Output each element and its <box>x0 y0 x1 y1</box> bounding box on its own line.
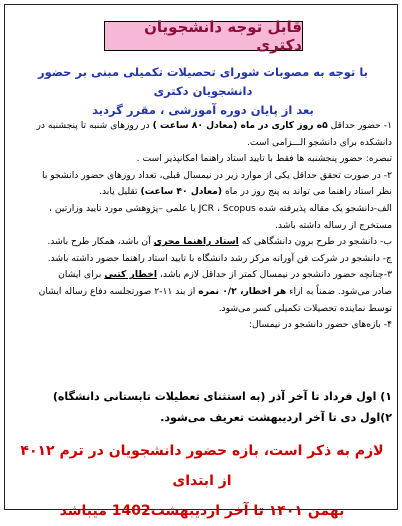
item-2-line-2 <box>12 184 392 201</box>
item-3b-text-post: از بند ۱۱-۲ صورتجلسه دفاع رساله ایشان <box>38 285 196 297</box>
item-jim-line: ج- دانشجو در شرکت فن آورانه مرکز رشد دانشگاه با تایید استاد راهنما حضور داشته باشد. <box>47 252 392 264</box>
item-3-bold: اخطار کتبی <box>104 269 157 281</box>
item-1-line-1 <box>12 118 392 135</box>
item-alef-line-1: الف-دانشجو یک مقاله پذیرفته شده JCR ، Scopus یا علمی –پژوهشی مورد تایید وزارتین ، <box>49 202 392 214</box>
page-title <box>104 18 303 54</box>
item-2-line-1: ۲- در صورت تحقق حداقل یکی از موارد زیر در نیمسال قبلی، تعداد روزهای حضور دانشجو با <box>42 169 392 181</box>
notice-line-1: لازم به ذکر است، بازه حضور دانشجویان در ترم ۴۰۱۲ از ابتدای <box>20 443 384 489</box>
notice-line-2: بهمن ۱۴۰۱ تا آخر اردیبهشت1402 میباشد <box>59 503 345 519</box>
item-1-bold: ۵ه روز کاری در ماه (معادل ۸۰ ساعت ) <box>152 120 328 131</box>
item-2-text: نظر استاد راهنما می تواند به پنج روز در ماه <box>224 186 392 198</box>
item-2-text-post: تقلیل یابد. <box>99 186 138 198</box>
item-3-text: ۳-چنانچه حضور دانشجو در نیمسال کمتر از حداقل لازم باشد، <box>159 269 392 281</box>
item-alef-line-2: مستخرج از رساله داشته باشد. <box>275 219 392 231</box>
periods-list <box>12 386 392 428</box>
period-1: ۱) اول فرداد تا آخر آذر (به استثنای تعطیلات تابستانی دانشگاه) <box>52 390 392 403</box>
subtitle-line-1: با توجه به مصوبات شورای تحصیلات تکمیلی مبنی بر حضور دانشجویان دکتری <box>38 65 368 98</box>
item-3b-text: صادر می‌شود. ضمناً به ازاء <box>289 285 392 297</box>
item-1-text: ۱- حضور حداقل <box>330 120 392 131</box>
item-be-line <box>12 234 392 251</box>
item-3-text-post: برای ایشان <box>58 269 102 281</box>
note-line: تبصره: حضور پنجشنبه ها فقط با تایید استاد راهنما امکانپذیر است . <box>136 153 392 165</box>
item-be-bold: استاد راهنما مجری <box>153 236 239 248</box>
item-2-bold: (معادل ۴۰ ساعت) <box>140 186 223 198</box>
item-be-text: ب- دانشجو در طرح برون دانشگاهی که <box>241 236 392 248</box>
item-be-text-post: آن باشد، همکار طرح باشد. <box>47 236 151 248</box>
rules-body <box>12 118 392 334</box>
item-4-line: ۴- بازه‌های حضور دانشجو در نیمسال: <box>248 319 392 331</box>
item-1-line-2: دانشکده برای دانشجو الـــزامی است. <box>246 136 392 148</box>
subtitle <box>14 63 392 120</box>
notice <box>12 436 392 526</box>
item-3-line-2 <box>12 284 392 301</box>
item-3-line-1 <box>12 267 392 284</box>
item-1-text-post: در روزهای شنبه تا پنجشنبه در <box>36 120 150 131</box>
title-text: قابل توجه دانشجویان دکتری <box>144 18 302 54</box>
item-3-line-3: توسط نماینده تحصیلات تکمیلی کسر می‌شود. <box>218 302 392 314</box>
item-3b-bold: هر اخطار، ۰/۲ نمره <box>198 285 287 297</box>
subtitle-line-2: بعد از پایان دوره آموزشی ، مقرر گردید <box>92 103 314 117</box>
period-2: ۲)اول دی تا آخر اردیبهشت تعریف می‌شود. <box>160 411 392 424</box>
